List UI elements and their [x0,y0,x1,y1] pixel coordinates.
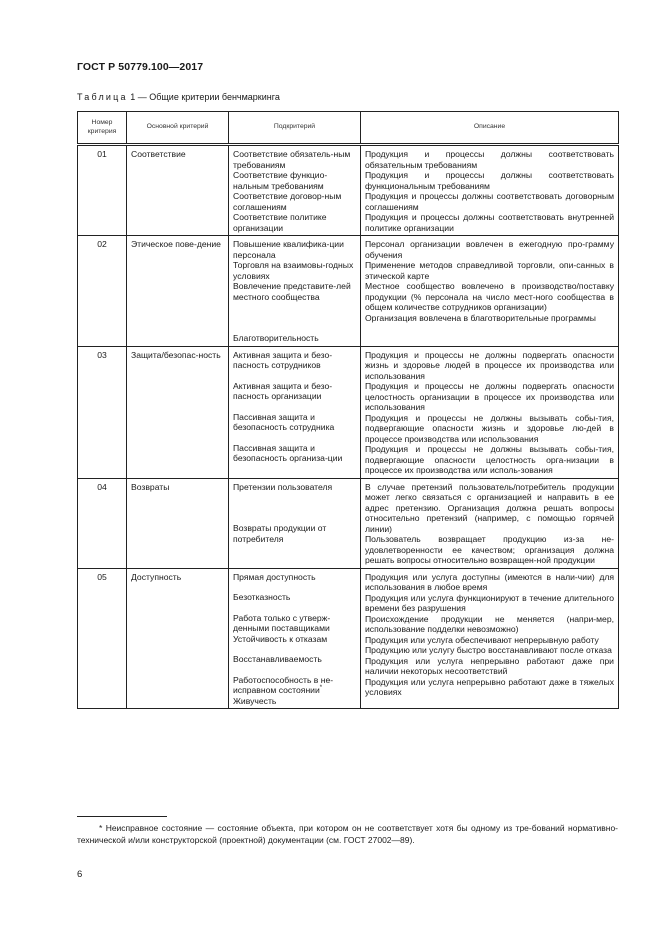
description: Продукция или услуга непрерывно работают даже при наличии некоторых несоответствий [365,655,614,676]
description: Продукция или услуга непрерывно работают даже в тяжелых условиях [365,676,614,697]
criterion-number: 01 [78,145,127,236]
subcriterion: Соответствие политике организации [233,212,327,233]
criterion-number: 05 [78,568,127,709]
subcriterion: Пассивная защита и безопасность организа-ции [233,442,343,463]
page-number: 6 [77,869,83,880]
criterion-name: Соответствие [127,145,229,236]
criterion-number: 03 [78,346,127,478]
table-caption-number: 1 [130,92,136,102]
table-row [78,568,619,709]
subcriterion: Устойчивость к отказам [233,633,328,644]
description: Продукция и процессы должны соответствовать договорным соглашениям [365,191,614,212]
subcriterion: Возвраты продукции от потребителя [233,523,327,544]
subcriterion: Благотворительность [233,333,319,343]
description: Продукция или услуга доступны (имеются в нали-чии) для использования в любое время [365,571,614,592]
footnote-marker: * [319,685,323,692]
table-row [78,236,619,347]
subcriterion: Повышение квалифика-ции персонала [233,239,344,260]
subcriteria-cell [229,145,361,236]
subcriteria-cell [229,236,361,347]
table-row [78,478,619,568]
criterion-name: Возвраты [127,478,229,568]
subcriterion [233,675,356,696]
description: Продукция и процессы не должны вызывать собы-тия, подвергающие опасности жизнь и здоровье лю-дей в процессе производства или использования [365,412,614,444]
subcriterion: Активная защита и безо-пасность организации [233,380,333,401]
description-cell [361,478,619,568]
description: Происхождение продукции не меняется (напри-мер, использование подделки невозможно) [365,613,614,634]
description-cell [361,236,619,347]
subcriterion: Активная защита и безо-пасность сотрудников [233,349,333,370]
document-header: ГОСТ Р 50779.100—2017 [77,61,204,73]
table-caption-prefix: Таблица [77,92,128,102]
description: Персонал организации вовлечен в ежегодную про-грамму обучения [365,239,614,260]
description: Применение методов справедливой торговли, опи-санных в этической карте [365,260,614,281]
criterion-number: 02 [78,236,127,347]
subcriteria-cell [229,346,361,478]
description: Продукция или услуга функционируют в течение длительного времени без разрушения [365,592,614,613]
description: Продукция и процессы не должны подвергать опасности целостность организации в процессе их производства или использования [365,381,614,412]
header-description: Описание [361,112,619,145]
subcriterion-text: Работоспособность в не-исправном состоянии [233,674,334,695]
benchmarking-criteria-table [77,111,619,709]
subcriterion: Восстанавливаемость [233,654,322,664]
description: Продукция или услуга обеспечивают непрерывную работу [365,634,599,645]
description: Продукция и процессы должны соответствовать обязательным требованиям [365,149,614,170]
footnote-divider [77,816,167,817]
table-row [78,145,619,236]
table-row [78,346,619,478]
criterion-name: Защита/безопас-ность [127,346,229,478]
criterion-number: 04 [78,478,127,568]
description-cell [361,568,619,709]
table-caption-title: — Общие критерии бенчмаркинга [135,92,280,102]
subcriterion: Претензии пользователя [233,481,333,492]
description: В случае претензий пользователь/потребитель продукции может легко связаться с организацией и направить в ее адрес претензию. Организация должна решать вопросы относительно претензий (например, с помощью горячей линии) [365,481,614,534]
description-cell [361,145,619,236]
subcriterion: Пассивная защита и безопасность сотрудника [233,411,335,432]
subcriterion: Вовлечение представите-лей местного сообщества [233,281,351,302]
header-number: Номер критерия [78,112,127,145]
subcriterion: Соответствие обязатель-ным требованиям [233,149,351,170]
description: Продукция и процессы должны соответствовать внутренней политике организации [365,212,614,233]
subcriteria-cell [229,478,361,568]
description: Пользователь возвращает продукцию из-за не-удовлетворенности ее качеством; организация должна решать вопросы относительно возвращен-ной продукции [365,534,614,565]
subcriterion: Прямая доступность [233,571,316,582]
subcriterion: Живучесть [233,695,277,706]
description: Организация вовлечена в благотворительные программы [365,312,596,323]
subcriterion: Соответствие функцио-нальным требованиям [233,170,328,191]
description: Местное сообщество вовлечено в производство/поставку продукции (% персонала на число мест-ного сообщества в общем количестве сотрудников организации) [365,281,614,312]
header-main-criterion: Основной критерий [127,112,229,145]
table-caption [77,92,280,102]
criterion-name: Этическое пове-дение [127,236,229,347]
header-subcriterion: Подкритерий [229,112,361,145]
footnote: * Неисправное состояние — состояние объекта, при котором он не соответствует хотя бы одному из тре-бований нормативно-технической и/или конструкторской (проектной) документации (см. ГОСТ 27002—89). [77,823,618,845]
description-cell [361,346,619,478]
table-header-row [78,112,619,145]
criterion-name: Доступность [127,568,229,709]
description: Продукцию или услугу быстро восстанавливают после отказа [365,645,612,655]
subcriterion: Соответствие договор-ным соглашениям [233,191,342,212]
subcriterion: Работа только с утверж-денными поставщиками [233,612,331,633]
description: Продукция и процессы не должны вызывать собы-тия, подвергающие опасности целостность орга-низации в процессе их производства или исполь-зования [365,444,614,475]
description: Продукция и процессы должны соответствовать функциональным требованиям [365,170,614,191]
description: Продукция и процессы не должны подвергать опасности жизнь и здоровье людей в процессе их производства или использования [365,349,614,381]
subcriteria-cell [229,568,361,709]
subcriterion: Торговля на взаимовы-годных условиях [233,260,354,281]
subcriterion: Безотказность [233,592,291,602]
